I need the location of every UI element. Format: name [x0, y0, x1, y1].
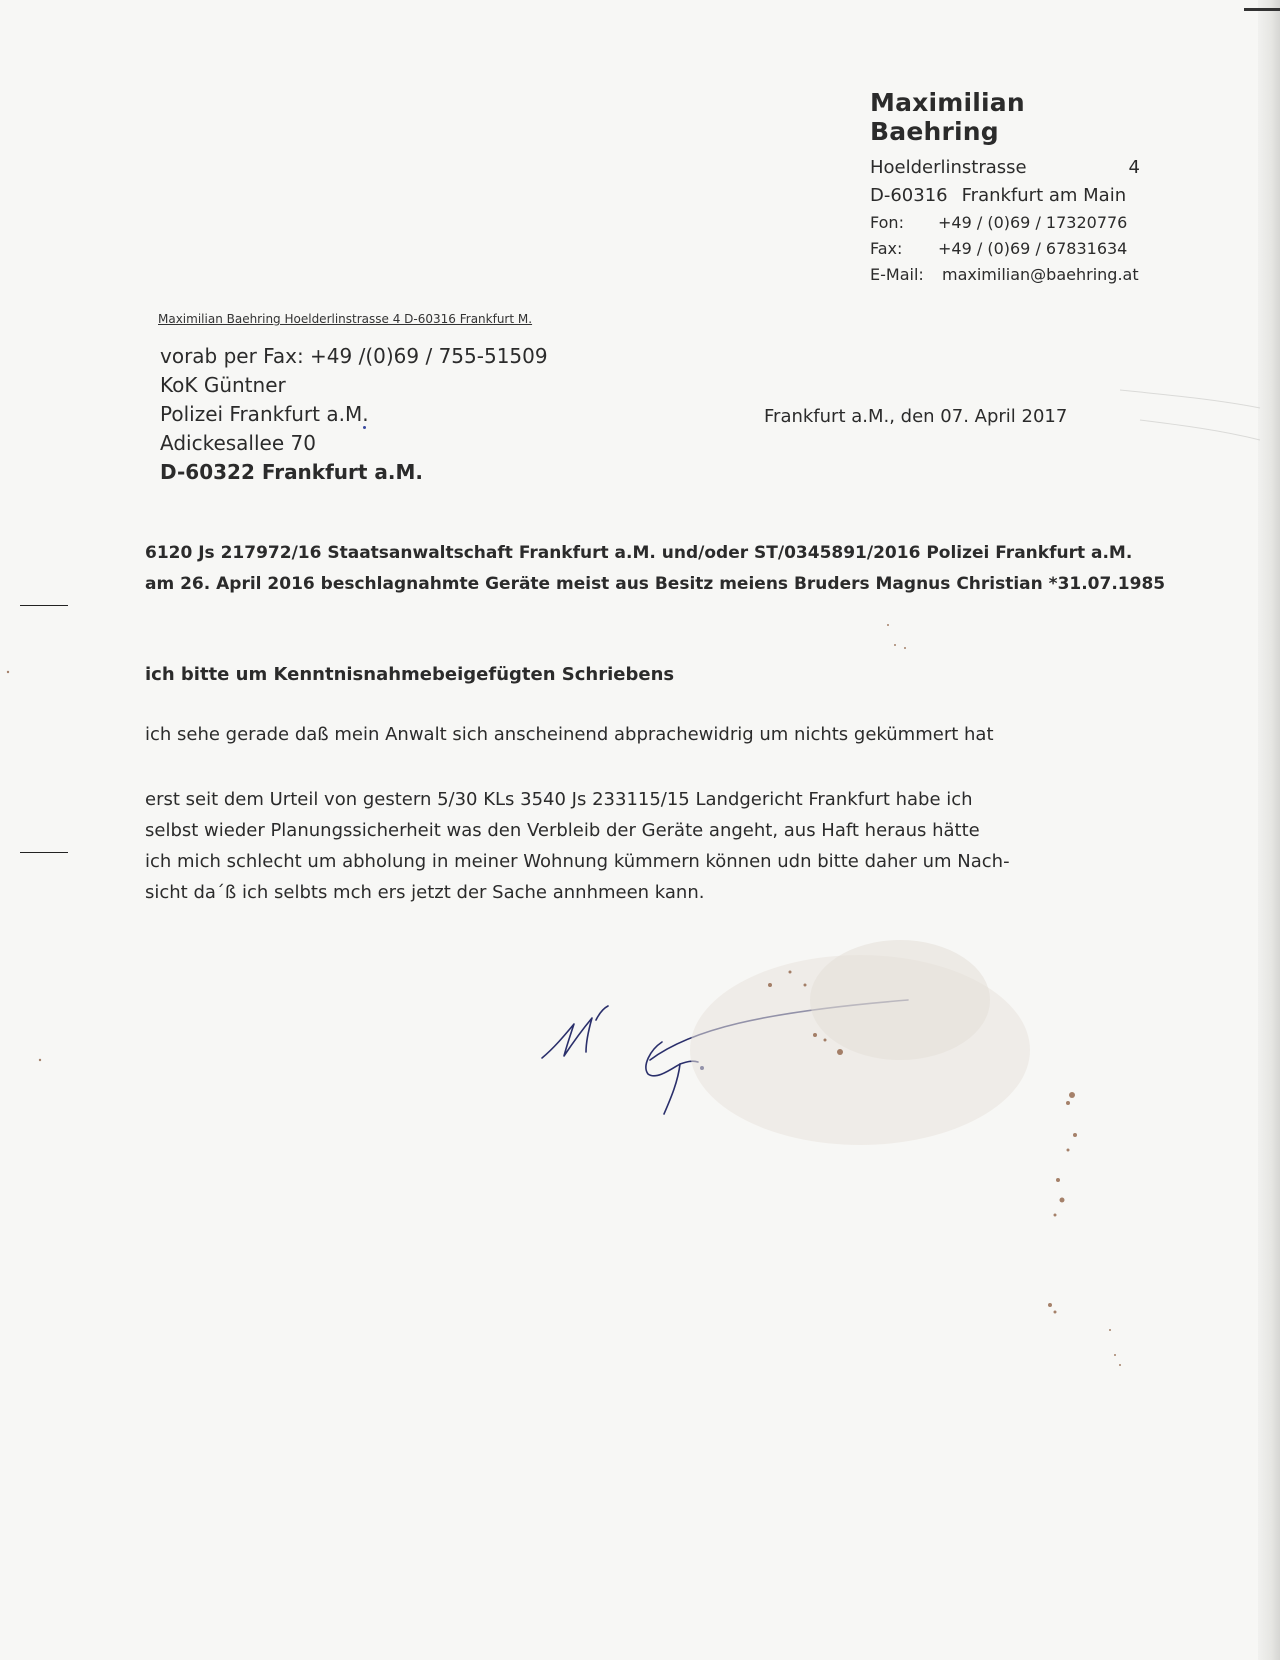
body-paragraph-2-line-4: sicht da´ß ich selbts mch ers jetzt der Sache annhmeen kann. — [145, 882, 705, 903]
recipient-street: Adickesallee 70 — [160, 431, 316, 455]
recipient-fax-line: vorab per Fax: +49 /(0)69 / 755-51509 — [160, 344, 548, 368]
sender-street: Hoelderlinstrasse — [870, 157, 1027, 178]
sender-street-line — [870, 154, 1140, 182]
sender-fax-row — [870, 236, 1140, 262]
phone-number: +49 / (0)69 / 17320776 — [938, 213, 1128, 232]
sender-block — [870, 88, 1140, 288]
sheet-edge-mark — [1244, 8, 1280, 11]
sender-postal-code: D-60316 — [870, 185, 948, 206]
sender-phone-row — [870, 210, 1140, 236]
body-paragraph-2 — [145, 784, 1010, 908]
fold-mark-lower — [20, 852, 68, 853]
body-paragraph-2-line-2: selbst wieder Planungssicherheit was den Verbleib der Geräte angeht, aus Haft heraus hätte — [145, 820, 980, 841]
recipient-city: D-60322 Frankfurt a.M. — [160, 460, 424, 484]
ink-dot — [363, 426, 366, 429]
recipient-organization: Polizei Frankfurt a.M. — [160, 402, 369, 426]
sender-house-number: 4 — [1128, 157, 1140, 178]
sender-city: Frankfurt am Main — [961, 185, 1127, 206]
fax-number: +49 / (0)69 / 67831634 — [938, 239, 1128, 258]
subject-line-2: am 26. April 2016 beschlagnahmte Geräte meist aus Besitz meiens Bruders Magnus Christian *31.07.1985 — [145, 574, 1166, 594]
return-address-line: Maximilian Baehring Hoelderlinstrasse 4 D-60316 Frankfurt M. — [158, 312, 533, 326]
recipient-name: KoK Güntner — [160, 373, 286, 397]
body-greeting: ich bitte um Kenntnisnahmebeigefügten Schriebens — [145, 664, 675, 685]
body-paragraph-2-line-3: ich mich schlecht um abholung in meiner Wohnung kümmern können udn bitte daher um Nach- — [145, 851, 1010, 872]
handwritten-signature — [530, 990, 910, 1130]
letter-date: Frankfurt a.M., den 07. April 2017 — [764, 406, 1068, 427]
body-paragraph-2-line-1: erst seit dem Urteil von gestern 5/30 KLs 3540 Js 233115/15 Landgericht Frankfurt habe ich — [145, 789, 973, 810]
sender-email-row — [870, 262, 1140, 288]
body-paragraph-1: ich sehe gerade daß mein Anwalt sich anscheinend abprachewidrig um nichts gekümmert hat — [145, 724, 994, 745]
sheet-edge-shadow — [1258, 0, 1280, 1660]
sender-name: Maximilian Baehring — [870, 88, 1025, 146]
sender-city-line — [870, 182, 1140, 210]
fax-label: Fax: — [870, 239, 903, 258]
subject-line-1: 6120 Js 217972/16 Staatsanwaltschaft Frankfurt a.M. und/oder ST/0345891/2016 Polizei Frankfurt a.M. — [145, 543, 1133, 563]
phone-label: Fon: — [870, 213, 904, 232]
subject-block — [145, 538, 1165, 600]
fold-mark-upper — [20, 605, 68, 606]
email-address: maximilian@baehring.at — [942, 265, 1139, 284]
recipient-block — [160, 342, 548, 487]
email-label: E-Mail: — [870, 265, 924, 284]
